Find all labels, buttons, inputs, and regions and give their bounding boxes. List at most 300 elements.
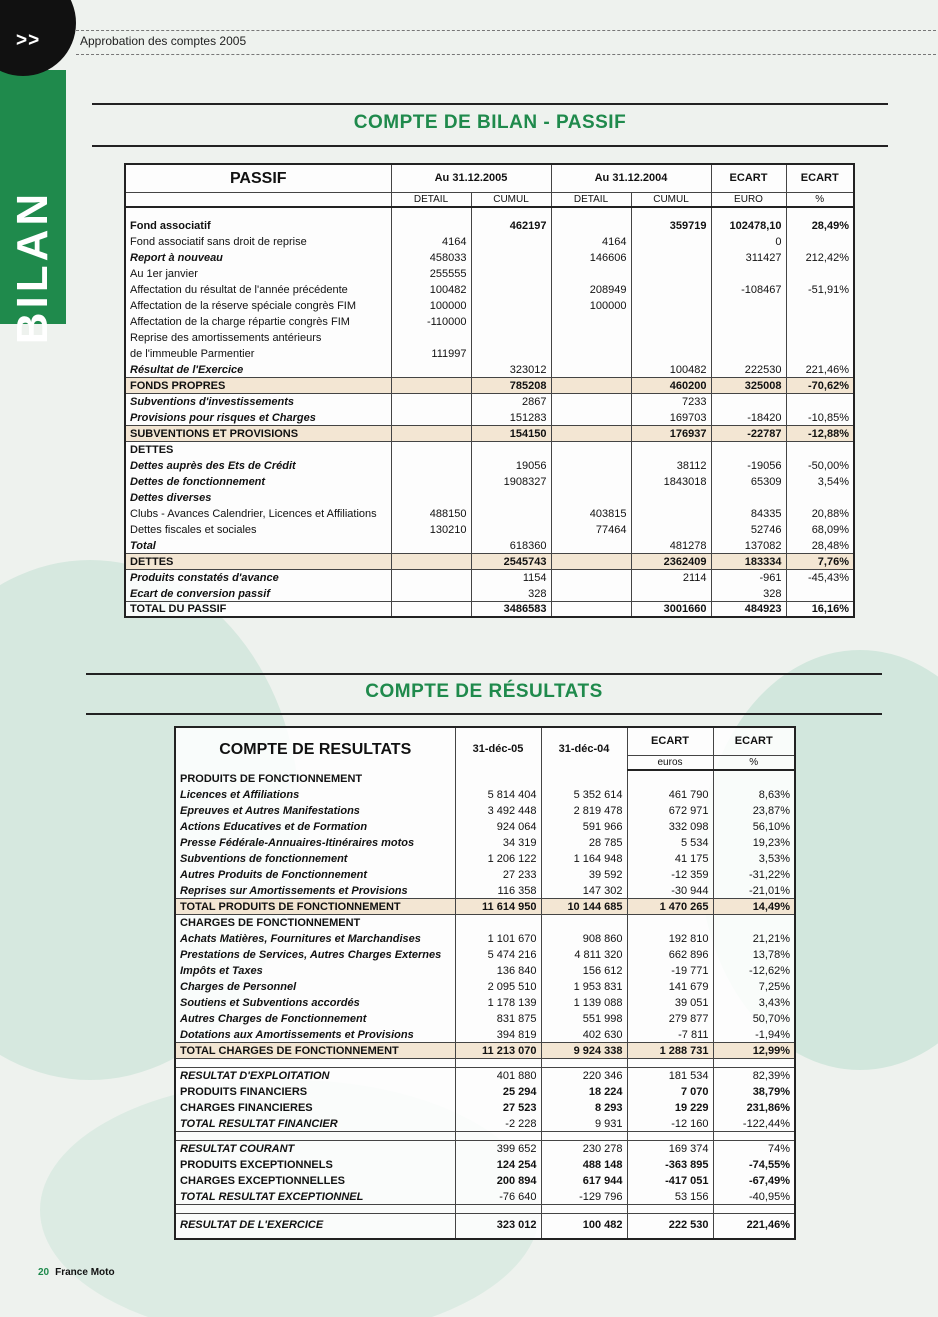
row-value [713, 1204, 795, 1213]
row-value: 323012 [471, 361, 551, 377]
page-number: 20 [38, 1267, 50, 1278]
resultats-row [175, 1067, 795, 1083]
row-value [631, 489, 711, 505]
resultats-row [175, 898, 795, 914]
row-label: Autres Produits de Fonctionnement [175, 866, 455, 882]
row-value: 924 064 [455, 818, 541, 834]
resultats-row [175, 914, 795, 930]
row-value: -12 359 [627, 866, 713, 882]
row-value: 460200 [631, 377, 711, 393]
row-value: 18 224 [541, 1083, 627, 1099]
row-value [551, 601, 631, 617]
row-value: 84335 [711, 505, 786, 521]
passif-row [125, 233, 854, 249]
row-value: -363 895 [627, 1156, 713, 1172]
passif-row [125, 345, 854, 361]
row-label: RESULTAT D'EXPLOITATION [175, 1067, 455, 1083]
row-value: -51,91% [786, 281, 854, 297]
row-value [391, 441, 471, 457]
row-value: 230 278 [541, 1140, 627, 1156]
row-label: Reprises sur Amortissements et Provisions [175, 882, 455, 898]
row-label: Actions Educatives et de Formation [175, 818, 455, 834]
row-label: Au 1er janvier [125, 265, 391, 281]
row-value: 16,16% [786, 601, 854, 617]
row-label: Dettes fiscales et sociales [125, 521, 391, 537]
subheader-cell: EURO [711, 192, 786, 207]
header-ecart-pct: ECART [786, 164, 854, 192]
resultats-row [175, 1042, 795, 1058]
row-value [391, 553, 471, 569]
magazine-name: France Moto [55, 1267, 115, 1278]
row-value: 156 612 [541, 962, 627, 978]
row-value [471, 489, 551, 505]
row-value [631, 281, 711, 297]
resultats-header-row [175, 727, 795, 755]
row-label: Provisions pour risques et Charges [125, 409, 391, 425]
row-value [631, 233, 711, 249]
row-value: 403815 [551, 505, 631, 521]
row-value: 255555 [391, 265, 471, 281]
row-value: -417 051 [627, 1172, 713, 1188]
row-value: 359719 [631, 207, 711, 233]
row-value [551, 409, 631, 425]
row-value [631, 441, 711, 457]
row-value [786, 297, 854, 313]
row-value [551, 345, 631, 361]
row-value: 169703 [631, 409, 711, 425]
subheader-euros: euros [627, 755, 713, 770]
row-value [471, 297, 551, 313]
row-value: 220 346 [541, 1067, 627, 1083]
row-label: Prestations de Services, Autres Charges Externes [175, 946, 455, 962]
row-value [786, 489, 854, 505]
row-value: 4164 [551, 233, 631, 249]
row-label: Presse Fédérale-Annuaires-Itinéraires motos [175, 834, 455, 850]
row-value [711, 329, 786, 345]
subheader-blank [125, 192, 391, 207]
row-label: DETTES [125, 441, 391, 457]
row-value: 488150 [391, 505, 471, 521]
passif-row [125, 377, 854, 393]
row-value: -12 160 [627, 1115, 713, 1131]
row-value: 0 [711, 233, 786, 249]
row-value [471, 233, 551, 249]
row-value: 124 254 [455, 1156, 541, 1172]
passif-row [125, 281, 854, 297]
row-value: -67,49% [713, 1172, 795, 1188]
passif-row [125, 553, 854, 569]
row-value: 2114 [631, 569, 711, 585]
row-value [631, 265, 711, 281]
row-value [455, 1058, 541, 1067]
row-value: 399 652 [455, 1140, 541, 1156]
row-value [391, 361, 471, 377]
row-value: -108467 [711, 281, 786, 297]
subheader-cell: % [786, 192, 854, 207]
passif-row [125, 585, 854, 601]
resultats-header: ECART [627, 727, 713, 755]
passif-row [125, 537, 854, 553]
row-value: 19,23% [713, 834, 795, 850]
row-value [551, 265, 631, 281]
row-value [551, 425, 631, 441]
row-value [391, 329, 471, 345]
passif-header-row [125, 164, 854, 192]
row-label: TOTAL CHARGES DE FONCTIONNEMENT [175, 1042, 455, 1058]
header-dotted-top [76, 30, 936, 31]
header-ecart-euro: ECART [711, 164, 786, 192]
row-label: Ecart de conversion passif [125, 585, 391, 601]
row-value: 11 213 070 [455, 1042, 541, 1058]
row-label: PRODUITS EXCEPTIONNELS [175, 1156, 455, 1172]
resultats-table [174, 726, 796, 1240]
side-label: BILAN [8, 189, 57, 345]
row-value [541, 1131, 627, 1140]
row-value [391, 601, 471, 617]
row-value [455, 1131, 541, 1140]
row-value [786, 329, 854, 345]
row-label: Autres Charges de Fonctionnement [175, 1010, 455, 1026]
row-value: 3,43% [713, 994, 795, 1010]
row-value: 39 592 [541, 866, 627, 882]
row-value: 488 148 [541, 1156, 627, 1172]
row-value [391, 377, 471, 393]
passif-row [125, 489, 854, 505]
row-label [175, 1058, 455, 1067]
spacer-row [175, 1058, 795, 1067]
row-value [711, 313, 786, 329]
row-value: 111997 [391, 345, 471, 361]
row-value: 39 051 [627, 994, 713, 1010]
row-value: 137082 [711, 537, 786, 553]
row-value: 2 095 510 [455, 978, 541, 994]
passif-subheader-row [125, 192, 854, 207]
row-value: 311427 [711, 249, 786, 265]
row-value: 9 924 338 [541, 1042, 627, 1058]
row-label: Epreuves et Autres Manifestations [175, 802, 455, 818]
row-value: -50,00% [786, 457, 854, 473]
row-value: 222530 [711, 361, 786, 377]
row-value [551, 457, 631, 473]
page-footer [38, 1267, 115, 1278]
row-value: 68,09% [786, 521, 854, 537]
row-value: 3486583 [471, 601, 551, 617]
resultats-row [175, 850, 795, 866]
row-value: 458033 [391, 249, 471, 265]
passif-row [125, 441, 854, 457]
row-label: TOTAL RESULTAT FINANCIER [175, 1115, 455, 1131]
row-value: 5 534 [627, 834, 713, 850]
row-value [713, 1131, 795, 1140]
row-label: Fond associatif sans droit de reprise [125, 233, 391, 249]
row-value: 41 175 [627, 850, 713, 866]
row-value [631, 505, 711, 521]
passif-row [125, 249, 854, 265]
row-value: 53 156 [627, 1188, 713, 1204]
row-value [786, 265, 854, 281]
row-value: 1843018 [631, 473, 711, 489]
row-value: 56,10% [713, 818, 795, 834]
row-value: 176937 [631, 425, 711, 441]
row-value [541, 1204, 627, 1213]
passif-row [125, 521, 854, 537]
passif-row [125, 207, 854, 233]
row-value [713, 770, 795, 786]
row-value: 2545743 [471, 553, 551, 569]
row-value: 8,63% [713, 786, 795, 802]
row-value [631, 249, 711, 265]
subheader-cell: DETAIL [391, 192, 471, 207]
row-value: 146606 [551, 249, 631, 265]
row-value: 328 [471, 585, 551, 601]
row-value [786, 233, 854, 249]
row-value: 25 294 [455, 1083, 541, 1099]
row-value [391, 207, 471, 233]
row-value: -22787 [711, 425, 786, 441]
row-value: -7 811 [627, 1026, 713, 1042]
resultats-row [175, 786, 795, 802]
row-value [631, 585, 711, 601]
row-value [631, 345, 711, 361]
row-value [391, 457, 471, 473]
row-value: 1908327 [471, 473, 551, 489]
row-label: DETTES [125, 553, 391, 569]
header-2005: Au 31.12.2005 [391, 164, 551, 192]
row-value [713, 914, 795, 930]
resultats-row [175, 978, 795, 994]
row-value [391, 569, 471, 585]
resultats-row [175, 770, 795, 786]
row-value: 136 840 [455, 962, 541, 978]
row-value: 28,49% [786, 207, 854, 233]
row-value: 65309 [711, 473, 786, 489]
row-value [471, 521, 551, 537]
row-value: 617 944 [541, 1172, 627, 1188]
row-value: 5 814 404 [455, 786, 541, 802]
row-value [627, 1131, 713, 1140]
row-value [631, 329, 711, 345]
passif-row [125, 569, 854, 585]
subheader-pct: % [713, 755, 795, 770]
row-value: 222 530 [627, 1213, 713, 1239]
row-label: RESULTAT COURANT [175, 1140, 455, 1156]
row-value: 462197 [471, 207, 551, 233]
row-value [391, 585, 471, 601]
row-value: -21,01% [713, 882, 795, 898]
row-value [786, 345, 854, 361]
row-value: -76 640 [455, 1188, 541, 1204]
row-value [551, 313, 631, 329]
row-value [455, 1204, 541, 1213]
row-label: Report à nouveau [125, 249, 391, 265]
row-value: 221,46% [786, 361, 854, 377]
row-value: 10 144 685 [541, 898, 627, 914]
side-band [0, 70, 66, 345]
row-value [631, 313, 711, 329]
row-value: -19056 [711, 457, 786, 473]
row-value: -18420 [711, 409, 786, 425]
row-value: 100482 [391, 281, 471, 297]
row-label: de l'immeuble Parmentier [125, 345, 391, 361]
row-value [551, 537, 631, 553]
row-value: -74,55% [713, 1156, 795, 1172]
row-value: 14,49% [713, 898, 795, 914]
passif-row [125, 313, 854, 329]
row-label: Reprise des amortissements antérieurs [125, 329, 391, 345]
row-value: 332 098 [627, 818, 713, 834]
row-value: 19056 [471, 457, 551, 473]
resultats-row [175, 1188, 795, 1204]
row-value: 618360 [471, 537, 551, 553]
row-value: 52746 [711, 521, 786, 537]
row-value: 1 178 139 [455, 994, 541, 1010]
row-value [551, 473, 631, 489]
resultats-row [175, 1156, 795, 1172]
row-value: 3,53% [713, 850, 795, 866]
resultats-header: ECART [713, 727, 795, 755]
resultats-title: COMPTE DE RESULTATS [175, 727, 455, 770]
row-value [786, 441, 854, 457]
passif-row [125, 297, 854, 313]
resultats-row [175, 994, 795, 1010]
row-value: 323 012 [455, 1213, 541, 1239]
row-value [391, 537, 471, 553]
resultats-row [175, 1010, 795, 1026]
row-label: Produits constatés d'avance [125, 569, 391, 585]
row-value: 27 233 [455, 866, 541, 882]
row-value [471, 505, 551, 521]
row-value: 21,21% [713, 930, 795, 946]
row-value: 5 352 614 [541, 786, 627, 802]
row-value: 192 810 [627, 930, 713, 946]
resultats-row [175, 1099, 795, 1115]
row-value [391, 425, 471, 441]
resultats-row [175, 834, 795, 850]
section1-rule-bottom [92, 145, 888, 147]
row-value [551, 207, 631, 233]
row-value: 461 790 [627, 786, 713, 802]
row-label: Licences et Affiliations [175, 786, 455, 802]
row-value: 141 679 [627, 978, 713, 994]
row-label [175, 1131, 455, 1140]
row-label: Fond associatif [125, 207, 391, 233]
passif-row [125, 505, 854, 521]
section2-title: COMPTE DE RÉSULTATS [365, 681, 603, 702]
row-label: PRODUITS DE FONCTIONNEMENT [175, 770, 455, 786]
row-value: 2 819 478 [541, 802, 627, 818]
spacer-row [175, 1131, 795, 1140]
resultats-row [175, 946, 795, 962]
row-value: 4 811 320 [541, 946, 627, 962]
row-value: 27 523 [455, 1099, 541, 1115]
row-value: 208949 [551, 281, 631, 297]
header-2004: Au 31.12.2004 [551, 164, 711, 192]
resultats-row [175, 818, 795, 834]
row-value: 38112 [631, 457, 711, 473]
row-label: CHARGES EXCEPTIONNELLES [175, 1172, 455, 1188]
row-label: Dettes diverses [125, 489, 391, 505]
row-value: 1154 [471, 569, 551, 585]
row-value [631, 521, 711, 537]
row-value: 4164 [391, 233, 471, 249]
section2-rule-top [86, 673, 882, 675]
row-value: 100000 [551, 297, 631, 313]
row-value: 100 482 [541, 1213, 627, 1239]
row-value: 38,79% [713, 1083, 795, 1099]
row-value [471, 345, 551, 361]
row-value [541, 1058, 627, 1067]
passif-row [125, 473, 854, 489]
resultats-row [175, 866, 795, 882]
row-value [711, 265, 786, 281]
resultats-row [175, 802, 795, 818]
passif-row [125, 425, 854, 441]
subheader-cell: CUMUL [631, 192, 711, 207]
row-value [711, 489, 786, 505]
row-value: 325008 [711, 377, 786, 393]
row-value: 1 470 265 [627, 898, 713, 914]
row-value: 279 877 [627, 1010, 713, 1026]
row-value [391, 393, 471, 409]
row-value: 147 302 [541, 882, 627, 898]
row-value [631, 297, 711, 313]
row-value [711, 345, 786, 361]
row-value: 8 293 [541, 1099, 627, 1115]
row-value: 23,87% [713, 802, 795, 818]
row-value: 908 860 [541, 930, 627, 946]
row-value [786, 585, 854, 601]
row-value: -122,44% [713, 1115, 795, 1131]
row-value: 20,88% [786, 505, 854, 521]
row-value: 82,39% [713, 1067, 795, 1083]
row-value [551, 569, 631, 585]
row-value [471, 249, 551, 265]
row-value [471, 281, 551, 297]
row-value: 551 998 [541, 1010, 627, 1026]
row-value: 77464 [551, 521, 631, 537]
row-label: Charges de Personnel [175, 978, 455, 994]
row-value [786, 313, 854, 329]
row-value: 2362409 [631, 553, 711, 569]
row-label: Achats Matières, Fournitures et Marchandises [175, 930, 455, 946]
row-value [391, 409, 471, 425]
row-value [551, 489, 631, 505]
row-value: 401 880 [455, 1067, 541, 1083]
row-label: CHARGES FINANCIERES [175, 1099, 455, 1115]
row-value: 34 319 [455, 834, 541, 850]
row-value: 19 229 [627, 1099, 713, 1115]
row-value: 11 614 950 [455, 898, 541, 914]
row-label [175, 1204, 455, 1213]
row-value: 481278 [631, 537, 711, 553]
subheader-cell: DETAIL [551, 192, 631, 207]
row-value [551, 329, 631, 345]
resultats-row [175, 882, 795, 898]
row-label: PRODUITS FINANCIERS [175, 1083, 455, 1099]
passif-row [125, 409, 854, 425]
row-value: 1 953 831 [541, 978, 627, 994]
header-dotted-bottom [76, 54, 936, 55]
resultats-row [175, 1213, 795, 1239]
row-value [551, 361, 631, 377]
resultats-row [175, 1026, 795, 1042]
resultats-row [175, 1140, 795, 1156]
row-value: 662 896 [627, 946, 713, 962]
resultats-row [175, 962, 795, 978]
row-value: 1 164 948 [541, 850, 627, 866]
resultats-row [175, 1115, 795, 1131]
row-value [391, 473, 471, 489]
